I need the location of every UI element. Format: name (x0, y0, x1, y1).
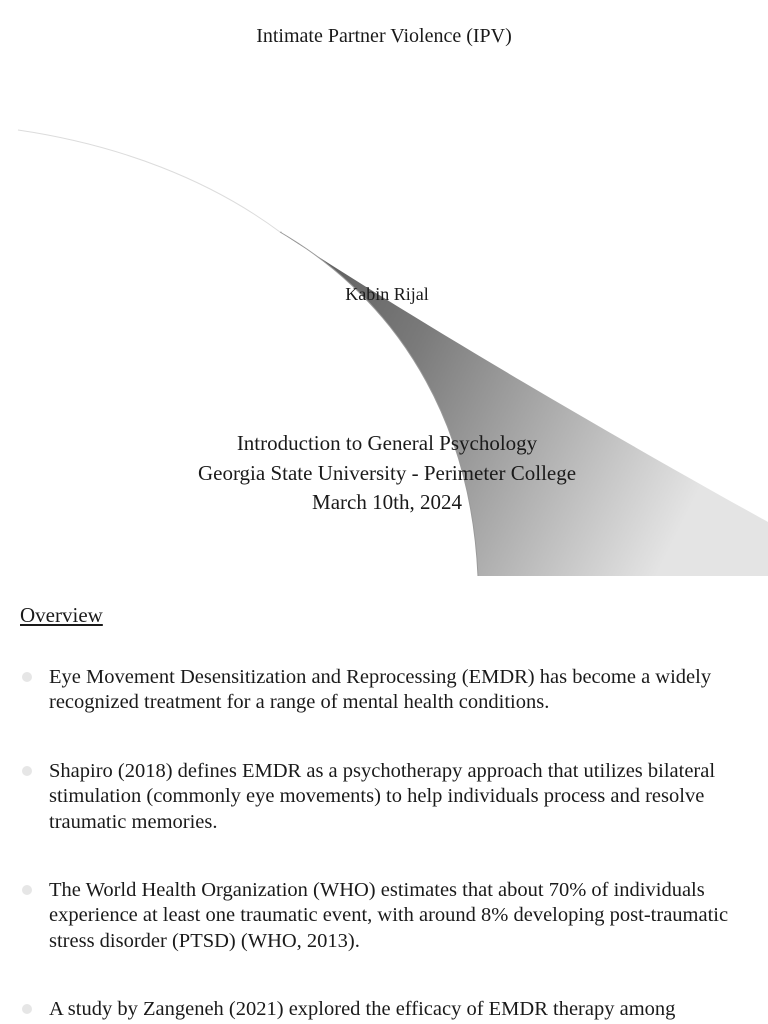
bullet-dot-icon (22, 672, 32, 682)
bullet-text: Shapiro (2018) defines EMDR as a psychotherapy approach that utilizes bilateral stimulation (commonly eye movements) to help individuals process and resolve traumatic memories. (49, 760, 716, 833)
bullet-text: The World Health Organization (WHO) estimates that about 70% of individuals experience at least one traumatic event, with around 8% developing post-traumatic stress disorder (PTSD) (WHO, 2013). (49, 879, 729, 952)
presentation-date: March 10th, 2024 (312, 490, 462, 514)
author-name: Kabin Rijal (345, 284, 429, 304)
bullet-dot-icon (22, 1004, 32, 1014)
course-name: Introduction to General Psychology (236, 431, 538, 455)
slide-title: Intimate Partner Violence (IPV) (256, 25, 512, 47)
affiliation-block (0, 429, 768, 518)
bullet-text: A study by Zangeneh (2021) explored the efficacy of EMDR therapy among (49, 998, 676, 1020)
institution-name: Georgia State University - Perimeter College (197, 460, 577, 485)
bullet-dot-icon (22, 885, 32, 895)
bullet-text: Eye Movement Desensitization and Reprocessing (EMDR) has become a widely recognized treatment for a range of mental health conditions. (49, 666, 712, 714)
speaker-notes (0, 576, 768, 1024)
bullet-dot-icon (22, 766, 32, 776)
notes-heading: Overview (20, 603, 103, 627)
